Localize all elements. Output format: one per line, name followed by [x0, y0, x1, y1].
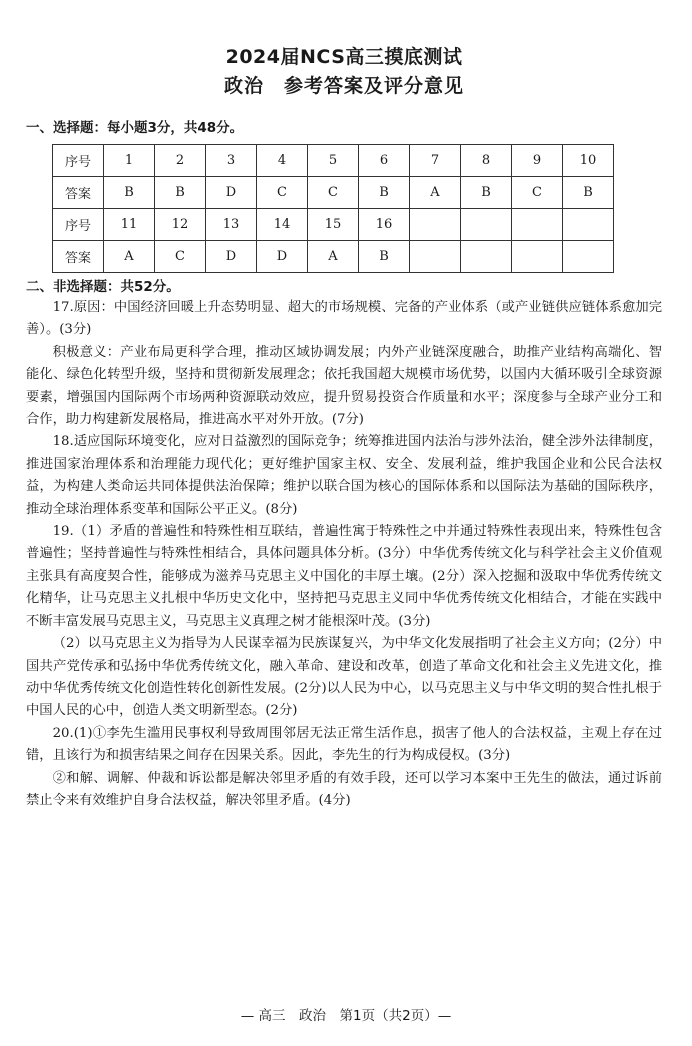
answer-table-row-label: 序号 — [53, 209, 104, 241]
answer-table — [52, 144, 614, 273]
answer-table-cell — [461, 209, 512, 241]
answer-table-cell: B — [563, 177, 614, 209]
q19-part1: 19.（1）矛盾的普遍性和特殊性相互联结，普遍性寓于特殊性之中并通过特殊性表现出来，特殊性包含普遍性；坚持普遍性与特殊性相结合，具体问题具体分析。(3分）中华优秀传统文化与科学社会主义价值观主张具有高度契合性，能够成为滋养马克思主义中国化的丰厚土壤。(2分）深入挖掘和汲取中华优秀传统文化精华，让马克思主义扎根中华历史文化中，坚持把马克思主义同中华优秀传统文化相结合，才能在实践中不断丰富发展马克思主义，马克思主义真理之树才能根深叶茂。(3分) — [26, 524, 662, 629]
answer-table-cell: 10 — [563, 145, 614, 177]
q19-part2: （2）以马克思主义为指导为人民谋幸福为民族谋复兴，为中华文化发展指明了社会主义方向；(2分）中国共产党传承和弘扬中华优秀传统文化，融入革命、建设和改革，创造了革命文化和社会主义先进文化，推动中华优秀传统文化创造性转化创新性发展。(2分)以人民为中心，以马克思主义与中华文明的契合性扎根于中国人民的心中，创造人类文明新型态。(2分) — [26, 636, 662, 719]
q17-significance: 积极意义：产业布局更科学合理，推动区域协调发展；内外产业链深度融合，助推产业结构高端化、智能化、绿色化转型升级，坚持和贯彻新发展理念；依托我国超大规模市场优势，以国内大循环吸引全球资源要素，增强国内国际两个市场两种资源联动效应，提升贸易投资合作质量和水平；深度参与全球产业分工和合作，助力构建新发展格局，推进高水平对外开放。(7分) — [26, 344, 662, 428]
exam-subtitle: 政治 参考答案及评分意见 — [223, 75, 464, 97]
page-footer: — 高三 政治 第1页（共2页）— — [240, 1008, 452, 1024]
answer-table-row-label: 答案 — [53, 241, 104, 273]
q20-part1-1: 20.(1)①李先生滥用民事权利导致周围邻居无法正常生活作息，损害了他人的合法权益，主观上存在过错，且该行为和损害结果之间存在因果关系。因此，李先生的行为构成侵权。(3分) — [26, 725, 662, 764]
answer-table-cell: C — [512, 177, 563, 209]
answer-table-cell: 3 — [206, 145, 257, 177]
answer-table-cell: A — [104, 241, 155, 273]
answer-table-row — [53, 209, 614, 241]
answer-table-cell: 9 — [512, 145, 563, 177]
q17-reason: 17.原因：中国经济回暖上升态势明显、超大的市场规模、完备的产业体系（或产业链供应链体系愈加完善）。(3分) — [26, 300, 662, 338]
answer-table-cell — [410, 209, 461, 241]
exam-title: 2024届NCS高三摸底测试 — [225, 46, 463, 68]
section1-heading: 一、选择题：每小题3分，共48分。 — [26, 120, 244, 136]
answer-table-cell: D — [257, 241, 308, 273]
answer-table-cell: C — [257, 177, 308, 209]
answer-table-cell: 15 — [308, 209, 359, 241]
answer-table-cell: 1 — [104, 145, 155, 177]
answer-table-row — [53, 241, 614, 273]
answer-table-cell: B — [359, 241, 410, 273]
q20-part1-2: ②和解、调解、仲裁和诉讼都是解决邻里矛盾的有效手段，还可以学习本案中王先生的做法，通过诉前禁止令来有效维护自身合法权益，解决邻里矛盾。(4分) — [26, 770, 662, 808]
q18-answer: 18.适应国际环境变化，应对日益激烈的国际竞争；统筹推进国内法治与涉外法治，健全涉外法律制度，推进国家治理体系和治理能力现代化；更好维护国家主权、安全、发展利益，维护我国企业和公民合法权益，为构建人类命运共同体提供法治保障；维护以联合国为核心的国际体系和以国际法为基础的国际秩序，推动全球治理体系变革和国际公平正义。(8分) — [26, 434, 662, 517]
answer-table-cell: A — [410, 177, 461, 209]
answer-table-cell: D — [206, 177, 257, 209]
answer-table-cell: 12 — [155, 209, 206, 241]
answer-table-cell: C — [155, 241, 206, 273]
answer-table-cell: B — [359, 177, 410, 209]
answer-table-row-label: 序号 — [53, 145, 104, 177]
answer-table-row — [53, 177, 614, 209]
answer-table-cell: 11 — [104, 209, 155, 241]
answer-table-cell — [512, 241, 563, 273]
answer-table-cell: C — [308, 177, 359, 209]
answer-table-row-label: 答案 — [53, 177, 104, 209]
answer-table-cell: A — [308, 241, 359, 273]
answer-table-cell: 14 — [257, 209, 308, 241]
answer-table-cell: B — [104, 177, 155, 209]
answer-table-cell: 8 — [461, 145, 512, 177]
answer-table-cell: 2 — [155, 145, 206, 177]
answer-table-cell: D — [206, 241, 257, 273]
answer-table-cell — [410, 241, 461, 273]
answer-table-cell: 5 — [308, 145, 359, 177]
answer-table-cell: 6 — [359, 145, 410, 177]
answer-table-cell: 13 — [206, 209, 257, 241]
answer-table-cell: 7 — [410, 145, 461, 177]
answer-table-cell — [512, 209, 563, 241]
answer-table-cell: 16 — [359, 209, 410, 241]
answer-table-row — [53, 145, 614, 177]
answer-table-cell: B — [155, 177, 206, 209]
answer-table-cell — [461, 241, 512, 273]
answer-table-cell — [563, 241, 614, 273]
answer-table-cell: B — [461, 177, 512, 209]
section2-heading: 二、非选择题：共52分。 — [26, 279, 180, 295]
answer-table-cell — [563, 209, 614, 241]
answer-table-cell: 4 — [257, 145, 308, 177]
